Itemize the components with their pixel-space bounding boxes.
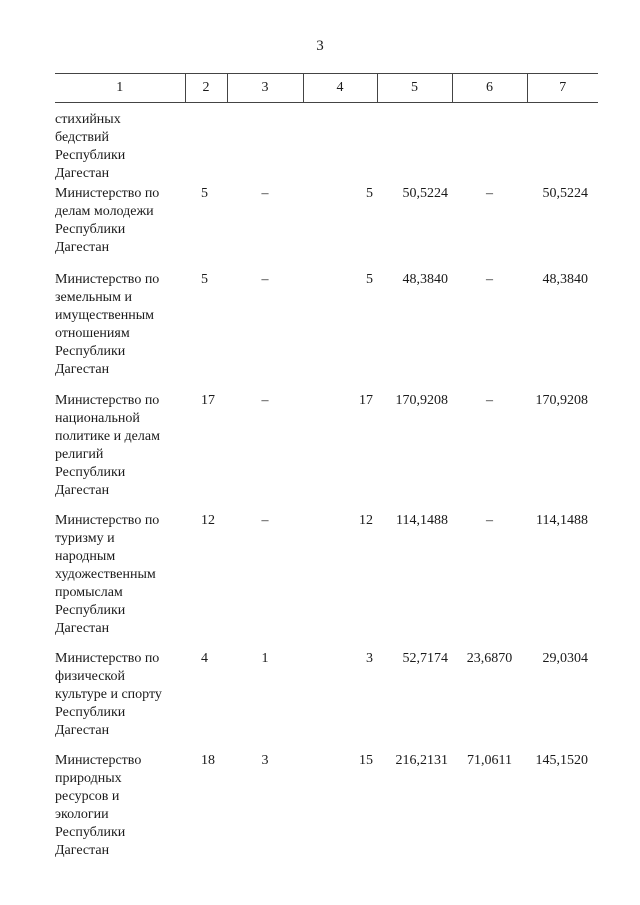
- organization-name: [55, 103, 185, 186]
- organization-name: [55, 512, 185, 650]
- cell-c3: –: [261, 186, 269, 201]
- organization-name-line: стихийных: [55, 112, 121, 127]
- organization-name: [55, 271, 185, 392]
- organization-name-line: политике и делам: [55, 429, 160, 444]
- organization-name-line: Республики: [55, 148, 126, 163]
- organization-name-line: Республики: [55, 603, 126, 618]
- organization-name-line: народным: [55, 549, 116, 564]
- table-row: [55, 650, 598, 752]
- organization-name-line: религий: [55, 447, 104, 462]
- cell-c6: –: [486, 393, 493, 408]
- organization-name-line: Министерство по: [55, 272, 160, 287]
- organization-name-line: физической: [55, 669, 125, 684]
- budget-table: [55, 73, 598, 860]
- organization-name-line: бедствий: [55, 130, 110, 145]
- cell-c2: 5: [201, 272, 208, 287]
- column-header: 5: [377, 74, 452, 103]
- cell-c4: 12: [359, 513, 373, 528]
- organization-name-line: делам молодежи: [55, 204, 154, 219]
- cell-c4: [303, 103, 377, 186]
- cell-c7: 48,3840: [542, 272, 588, 287]
- organization-name-line: Дагестан: [55, 240, 110, 255]
- organization-name-line: ресурсов и: [55, 789, 120, 804]
- column-header: 2: [185, 74, 227, 103]
- organization-name-line: природных: [55, 771, 122, 786]
- organization-name: [55, 752, 185, 860]
- organization-name-line: Министерство по: [55, 186, 160, 201]
- organization-name-line: Министерство по: [55, 651, 160, 666]
- organization-name-line: Дагестан: [55, 362, 110, 377]
- organization-name-line: туризму и: [55, 531, 115, 546]
- organization-name-line: Республики: [55, 825, 126, 840]
- cell-c6: –: [486, 272, 493, 287]
- cell-c5: 50,5224: [402, 186, 448, 201]
- cell-c5: 48,3840: [402, 272, 448, 287]
- organization-name-line: Министерство по: [55, 513, 160, 528]
- organization-name-line: Дагестан: [55, 843, 110, 858]
- cell-c2: 12: [201, 513, 215, 528]
- cell-c6: 23,6870: [466, 651, 513, 666]
- cell-c5: [377, 103, 452, 186]
- cell-c2: 18: [201, 753, 215, 768]
- cell-c4: 3: [366, 651, 373, 666]
- cell-c7: 50,5224: [542, 186, 588, 201]
- organization-name-line: Министерство: [55, 753, 142, 768]
- organization-name-line: Республики: [55, 705, 126, 720]
- cell-c6: [452, 103, 527, 186]
- organization-name: [55, 392, 185, 512]
- cell-c4: 17: [359, 393, 373, 408]
- column-header: 1: [55, 74, 185, 103]
- organization-name-line: земельным и: [55, 290, 132, 305]
- organization-name-line: Министерство по: [55, 393, 160, 408]
- organization-name-line: Республики: [55, 465, 126, 480]
- organization-name: [55, 650, 185, 752]
- cell-c7: 170,9208: [535, 393, 588, 408]
- organization-name-line: культуре и спорту: [55, 687, 162, 702]
- cell-c7: 145,1520: [535, 753, 588, 768]
- cell-c4: 15: [359, 753, 373, 768]
- column-header: 4: [303, 74, 377, 103]
- page-number: 3: [316, 38, 324, 54]
- cell-c5: 52,7174: [402, 651, 448, 666]
- cell-c3: 1: [261, 651, 269, 666]
- cell-c6: –: [486, 186, 493, 201]
- cell-c6: –: [486, 513, 493, 528]
- cell-c2: 17: [201, 393, 215, 408]
- cell-c5: 216,2131: [395, 753, 448, 768]
- organization-name-line: Дагестан: [55, 166, 110, 181]
- table-row: [55, 752, 598, 860]
- cell-c3: 3: [261, 753, 269, 768]
- cell-c7: 29,0304: [542, 651, 588, 666]
- organization-name-line: имущественным: [55, 308, 155, 323]
- cell-c3: –: [261, 272, 269, 287]
- cell-c2: 5: [201, 186, 208, 201]
- cell-c3: –: [261, 513, 269, 528]
- cell-c4: 5: [366, 186, 373, 201]
- table-header: [55, 74, 598, 103]
- organization-name-line: Республики: [55, 344, 126, 359]
- organization-name-line: Республики: [55, 222, 126, 237]
- table-row: [55, 103, 598, 186]
- table-row: [55, 271, 598, 392]
- organization-name-line: экологии: [55, 807, 109, 822]
- table-row: [55, 185, 598, 271]
- cell-c6: 71,0611: [467, 753, 512, 768]
- cell-c2: [185, 103, 227, 186]
- table-row: [55, 392, 598, 512]
- cell-c7: [527, 103, 598, 186]
- organization-name-line: отношениям: [55, 326, 130, 341]
- cell-c2: 4: [201, 651, 208, 666]
- cell-c3: [227, 103, 303, 186]
- cell-c4: 5: [366, 272, 373, 287]
- organization-name-line: Дагестан: [55, 483, 110, 498]
- column-header: 6: [452, 74, 527, 103]
- cell-c5: 170,9208: [395, 393, 448, 408]
- organization-name-line: национальной: [55, 411, 140, 426]
- organization-name-line: Дагестан: [55, 723, 110, 738]
- table-row: [55, 512, 598, 650]
- organization-name-line: художественным: [55, 567, 156, 582]
- column-header: 7: [527, 74, 598, 103]
- column-header: 3: [227, 74, 303, 103]
- cell-c5: 114,1488: [396, 513, 448, 528]
- cell-c7: 114,1488: [536, 513, 588, 528]
- organization-name: [55, 185, 185, 271]
- organization-name-line: Дагестан: [55, 621, 110, 636]
- cell-c3: –: [261, 393, 269, 408]
- organization-name-line: промыслам: [55, 585, 123, 600]
